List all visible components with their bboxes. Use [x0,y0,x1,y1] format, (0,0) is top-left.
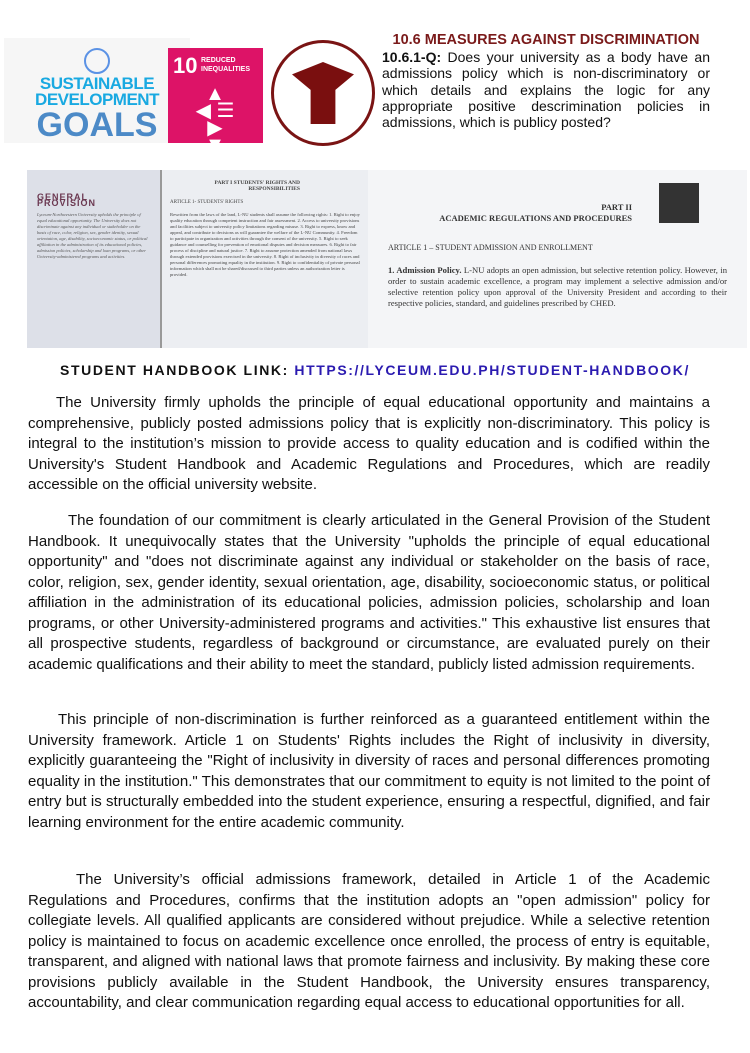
reduced-inequalities-icon: ▲ ◀ ☰ ▶ ▼ [195,83,235,156]
academic-regulations-page: PART II ACADEMIC REGULATIONS AND PROCEDURES ARTICLE 1 – STUDENT ADMISSION AND ENROLLMENT 1. Admission Policy. L-NU adopts an open admission, but selective retention policy. However, in order to sustain academic excellence, a program may implement a selective admission and/or selective retention policy upon approval of the University President and according to their respective policies, standard, and guidelines prescribed by CHED. [368,170,747,348]
seal-emblem-icon [292,62,354,124]
students-rights-page: PART I STUDENTS' RIGHTS AND RESPONSIBILITIES ARTICLE 1- STUDENTS' RIGHTS Rewritten from the laws of the land, L-NU students shall assume the following rights: 1. Right to enjoy quality education through competent instruction and fair assessment. 2. Access to university provisions and facilities subject to university policy limitations regarding misuse. 3. Right to express, know and appeal, and contribute to decisions as will guarantee the welfare of the L-NU Community. 4. Freedom to participate in organization and activities through the consent of the university. 5. Right to seek guidance and counselling for prevention of emotional disputes and decision measures. 6. Right to fair process of discipline and natural justice. 7. Right to assume protection amended from national laws through extended provisions exercised in the university. 8. Right of inclusivity in diversity of races and personal differences promoting equality in the institution. 9. Right to confidentiality of private personal information which shall not be shared/discussed to third parties unless an authorization letter is provided. [160,170,368,348]
sdg-logo: SUSTAINABLE DEVELOPMENT GOALS [4,38,190,143]
handbook-link[interactable]: HTTPS://LYCEUM.EDU.PH/STUDENT-HANDBOOK/ [294,362,690,378]
question-box [382,32,710,130]
question-code: 10.6.1-Q: [382,49,442,66]
question-text: Does your university as a body have an admissions policy which is non-discriminatory or which details and explains the logic for any appropriate positive descrimination policies in admissions, which is publicy posted? [382,49,711,131]
book-icon [659,183,699,223]
handbook-photo [27,170,747,348]
un-emblem-icon [84,48,110,74]
paragraph-4: The University’s official admissions framework, detailed in Article 1 of the Academic Regulations and Procedures, confirms that the institution adopts an "open admission" policy for collegiate levels. All qualified applicants are considered without prejudice. While a selective retention policy is maintained to focus on academic excellence once enrolled, the process of entry is equitable, transparent, and aligned with national laws that promote fairness and inclusivity. By making these core provisions publicly available in the Student Handbook, the University ensures transparency, accountability, and clear communication regarding equal access to educational opportunities for all. [28,871,710,1011]
handbook-link-line: STUDENT HANDBOOK LINK: HTTPS://LYCEUM.EDU.PH/STUDENT-HANDBOOK/ [60,362,690,378]
general-provision-page: GENERAL PROVISION Lyceum-Northwestern University upholds the principle of equal educational opportunity. The University does not discriminate against any individual or stakeholder on the basis of race, color, religion, sex, gender identity, sexual orientation, age, disability, socioeconomic status, or political affiliation in the administration of its educational policies, admission policies, scholarship and loan programs, or other University-administered programs and activities. [27,170,160,348]
paragraph-3: This principle of non-discrimination is further reinforced as a guaranteed entitlement within the University framework. Article 1 on Students' Rights includes the Right of inclusivity in diversity, explicitly guaranteeing the "Right of inclusivity in diversity of races and personal differences promoting equality in the institution." This demonstrates that our commitment to equity is not limited to the point of entry but is structurally embedded into the student experience, ensuring a respectful, dignified, and fair learning environment for the entire academic community. [28,711,710,831]
sdg10-logo: 10 REDUCED INEQUALITIES ▲ ◀ ☰ ▶ ▼ [168,48,263,143]
section-title: 10.6 MEASURES AGAINST DISCRIMINATION [392,32,700,48]
university-seal [271,40,375,146]
paragraph-2: The foundation of our commitment is clearly articulated in the General Provision of the Student Handbook. It unequivocally states that the University "upholds the principle of equal educational opportunity" and "does not discriminate against any individual or stakeholder on the basis of race, color, religion, sex, gender identity, sexual orientation, age, disability, socioeconomic status, or political affiliation in the administration of its educational policies, admission policies, scholarship and loan programs, or other University-administered programs and activities." This exhaustive list ensures that all prospective students, regardless of background or circumstance, are evaluated purely on their academic qualifications and their ability to meet the standard, publicly listed admission requirements. [28,512,710,673]
paragraph-1: The University firmly upholds the principle of equal educational opportunity and maintains a comprehensive, publicly posted admissions policy that is explicitly non-discriminatory. This policy is integral to the institution’s mission to provide access to quality education and is codified within the University's Student Handbook and Academic Regulations and Procedures, which are readily accessible on the official university website. [28,394,710,493]
